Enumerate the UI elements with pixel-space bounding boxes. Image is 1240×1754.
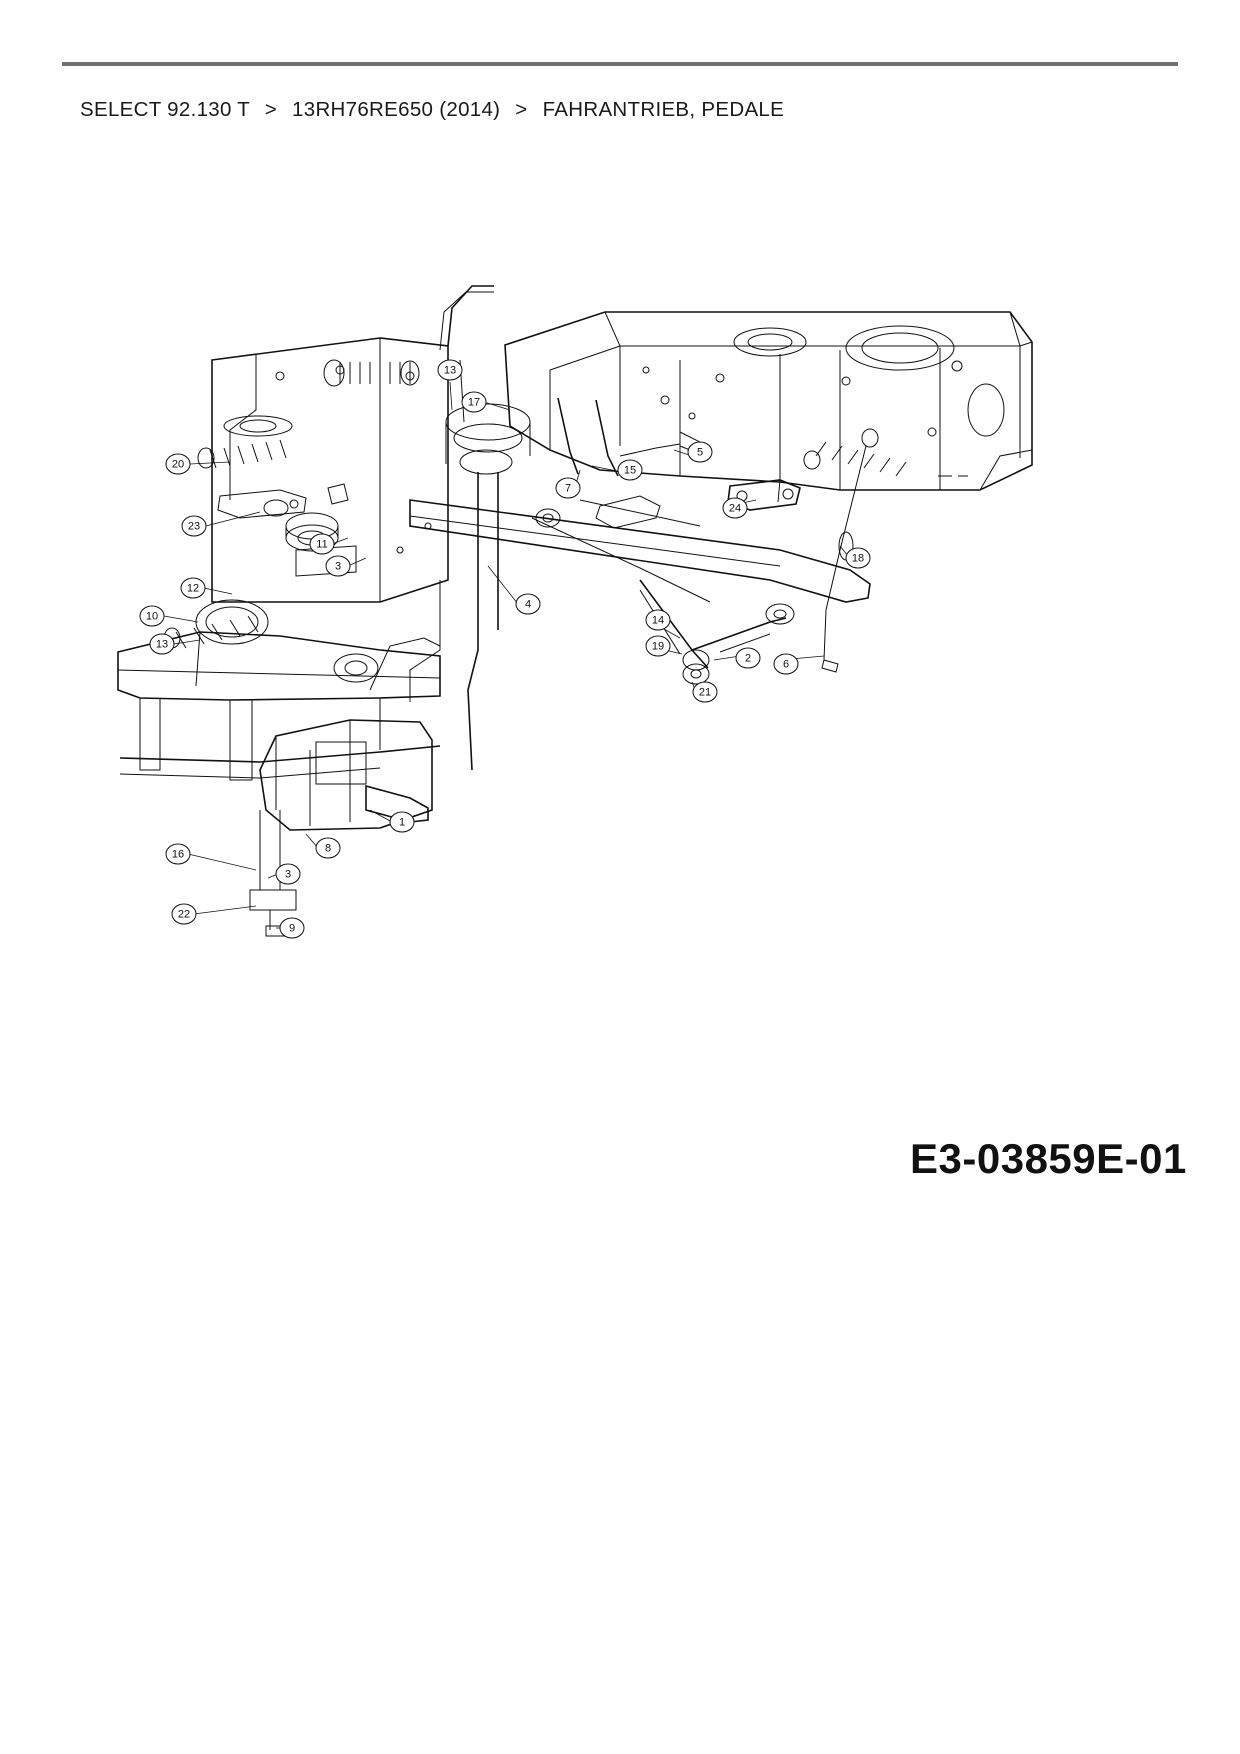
callout-9 <box>280 918 304 938</box>
breadcrumb-separator-2: > <box>515 98 528 121</box>
callout-number: 19 <box>651 640 665 653</box>
callout-13 <box>438 360 462 380</box>
callout-number: 13 <box>155 638 169 651</box>
callout-14 <box>646 610 670 630</box>
callout-number: 20 <box>171 458 185 471</box>
callout-number: 18 <box>851 552 865 565</box>
callout-15 <box>618 460 642 480</box>
diagram-code: E3-03859E-01 <box>910 1135 1187 1182</box>
callout-number: 6 <box>782 658 790 671</box>
callout-13 <box>150 634 174 654</box>
callout-number: 3 <box>284 868 292 881</box>
callout-number: 12 <box>186 582 200 595</box>
callout-number: 16 <box>171 848 185 861</box>
callout-1 <box>390 812 414 832</box>
parts-diagram-illustration <box>80 250 1040 940</box>
callout-number: 7 <box>564 482 572 495</box>
callout-4 <box>516 594 540 614</box>
callout-8 <box>316 838 340 858</box>
callout-number: 24 <box>728 502 742 515</box>
callout-17 <box>462 392 486 412</box>
callout-18 <box>846 548 870 568</box>
callout-2 <box>736 648 760 668</box>
callout-number: 9 <box>288 922 296 935</box>
breadcrumb-model: SELECT 92.130 T <box>80 98 250 121</box>
callout-11 <box>310 534 334 554</box>
callout-number: 15 <box>623 464 637 477</box>
callout-number: 5 <box>696 446 704 459</box>
callout-number: 14 <box>651 614 665 627</box>
callout-number: 23 <box>187 520 201 533</box>
callout-3 <box>326 556 350 576</box>
breadcrumb-separator-1: > <box>264 98 278 121</box>
callout-10 <box>140 606 164 626</box>
callout-number: 1 <box>398 816 406 829</box>
callout-number: 21 <box>698 686 712 699</box>
left-side-panel <box>212 338 448 702</box>
callout-bubbles <box>140 360 870 938</box>
callout-5 <box>688 442 712 462</box>
callout-number: 3 <box>334 560 342 573</box>
callout-number: 11 <box>316 538 328 551</box>
callout-21 <box>693 682 717 702</box>
frame-deck-assembly <box>505 312 1032 490</box>
callout-number: 8 <box>324 842 332 855</box>
spring-assembly-lower-left <box>164 600 268 648</box>
callout-6 <box>774 654 798 674</box>
pulley-group <box>224 416 338 551</box>
rocker-linkage <box>558 398 838 684</box>
callout-19 <box>646 636 670 656</box>
breadcrumb-part-number: 13RH76RE650 (2014) <box>292 98 501 121</box>
pedal-shaft-housing <box>440 286 530 770</box>
callout-3 <box>276 864 300 884</box>
header-divider <box>62 62 1178 66</box>
callout-number: 2 <box>744 652 752 665</box>
callout-number: 13 <box>443 364 457 377</box>
spring-assembly-right <box>804 429 906 660</box>
callout-24 <box>723 498 747 518</box>
parts-diagram <box>80 250 1187 1182</box>
callout-12 <box>181 578 205 598</box>
drive-linkage-bar <box>410 500 870 602</box>
callout-number: 4 <box>524 598 532 611</box>
callout-20 <box>166 454 190 474</box>
lower-chassis-assembly <box>118 632 440 936</box>
callout-23 <box>182 516 206 536</box>
spring-assembly-upper <box>324 360 419 386</box>
callout-22 <box>172 904 196 924</box>
breadcrumb-section: FAHRANTRIEB, PEDALE <box>542 98 785 121</box>
callout-number: 10 <box>145 610 159 623</box>
callout-number: 17 <box>467 396 481 409</box>
breadcrumb <box>80 98 784 122</box>
callout-16 <box>166 844 190 864</box>
callout-7 <box>556 478 580 498</box>
callout-number: 22 <box>177 908 191 921</box>
